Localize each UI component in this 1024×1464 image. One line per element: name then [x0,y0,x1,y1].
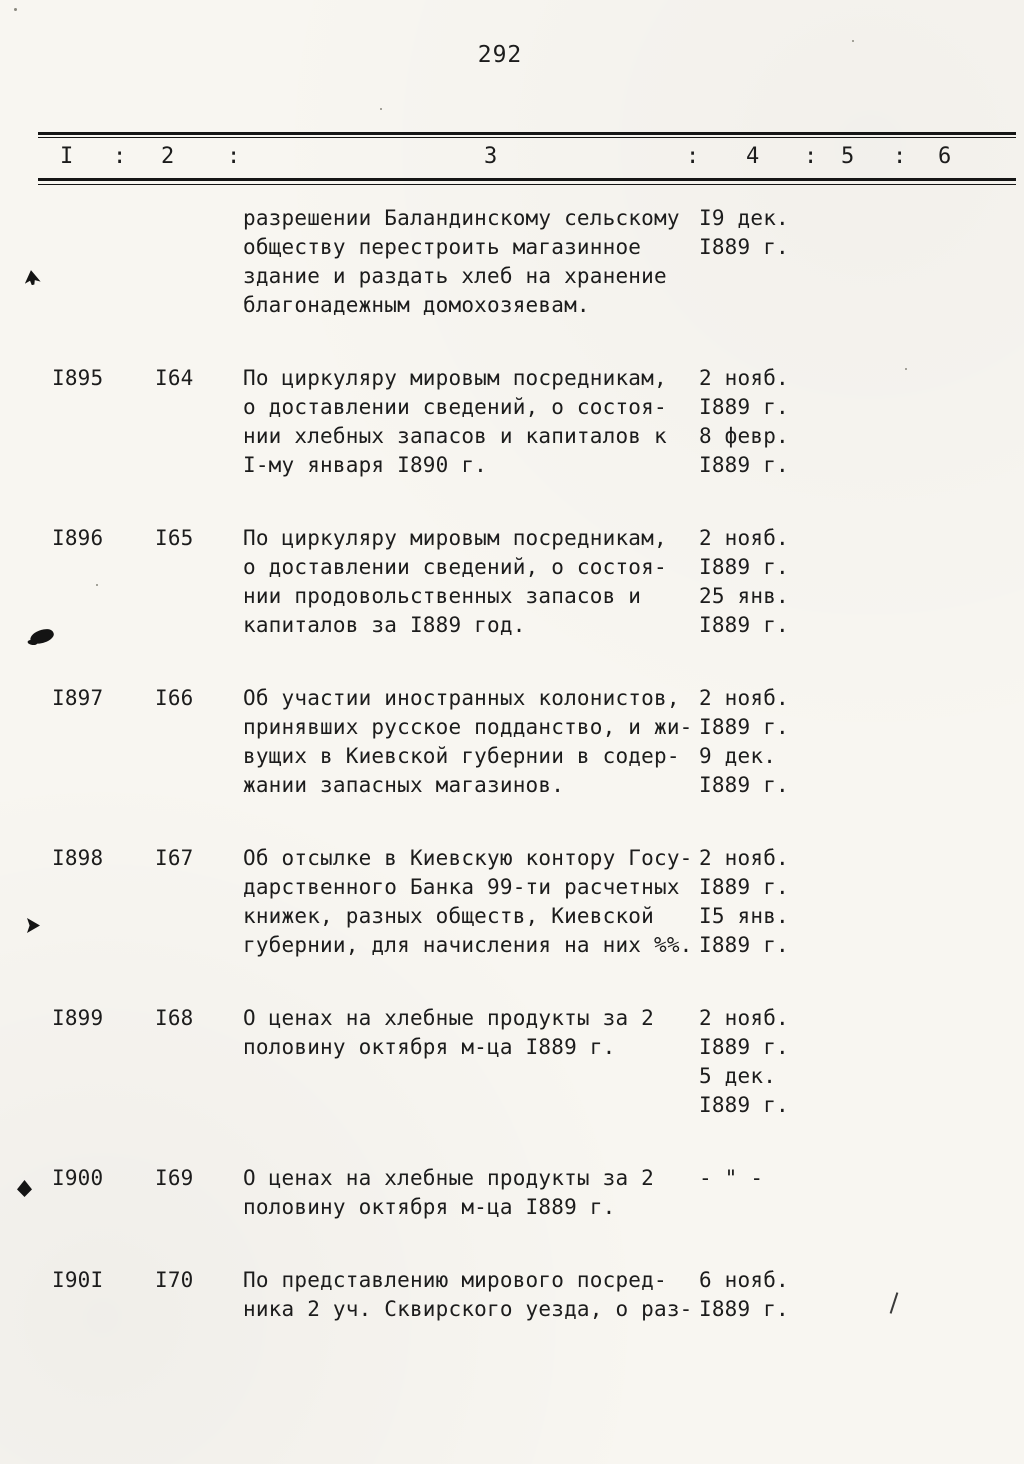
header-rule-bottom-thin [38,184,1016,185]
entry-title-cell [243,524,695,640]
entry-title-line: нии продовольственных запасов и [243,584,642,608]
entry-number-cell [52,204,155,320]
page-number: 292 [477,42,523,68]
entry-title-line: I-му января I890 г. [243,453,488,477]
entry-number-cell [52,1004,155,1120]
entry-date-line: 8 февр. [699,424,789,448]
entry-title-line: половину октября м-ца I889 г. [243,1035,616,1059]
header-rule-top-thin [38,137,1016,138]
entry-date-line: 2 нояб. [699,686,789,710]
scan-speck [905,368,907,370]
entry-number-cell [52,684,155,800]
entry-number-cell [52,844,155,960]
entry-title-line: жании запасных магазинов. [243,773,565,797]
table-row [0,1164,1024,1222]
entry-title-cell [243,204,695,320]
entry-date-line: I889 г. [699,715,789,739]
entry-date-line: I889 г. [699,235,789,259]
entry-number-cell [52,1266,155,1324]
entry-title-line: ника 2 уч. Сквирского уезда, о раз- [243,1297,693,1321]
entry-title-line: Об отсылке в Киевскую контору Госу- [243,846,693,870]
entry-title-line: О ценах на хлебные продукты за 2 [243,1166,654,1190]
entry-number-cell [52,364,155,480]
entry-title-line: губернии, для начисления на них %%. [243,933,693,957]
entry-archive-number: I90I [52,1268,104,1292]
entry-date-line: 9 дек. [699,744,777,768]
column-header-1: I [60,144,74,169]
entry-date-line: I889 г. [699,1297,789,1321]
entry-serial-number: I64 [155,366,194,390]
column-header-3: 3 [484,144,498,169]
entry-date-line: I889 г. [699,1035,789,1059]
entry-date-line: I889 г. [699,1093,789,1117]
entry-title-line: О ценах на хлебные продукты за 2 [243,1006,654,1030]
entry-archive-number: I899 [52,1006,104,1030]
column-header-5: 5 [841,144,855,169]
entry-title-line: о доставлении сведений, о состоя- [243,395,667,419]
entry-date-line: 2 нояб. [699,846,789,870]
entry-dates-cell [695,844,1024,960]
entry-dates-cell [695,1266,1024,1324]
entry-number-cell [52,524,155,640]
column-separator: : [804,144,818,169]
table-row [0,524,1024,640]
entry-date-line: - " - [699,1166,764,1190]
entry-title-line: обществу перестроить магазинное [243,235,642,259]
entry-title-line: благонадежным домохозяевам. [243,293,590,317]
entry-title-cell [243,364,695,480]
entry-number-cell [52,1164,155,1222]
entry-title-cell [243,1266,695,1324]
entry-title-cell [243,684,695,800]
entry-serial-number: I70 [155,1268,194,1292]
entry-serial-cell [155,364,243,480]
entry-title-line: Об участии иностранных колонистов, [243,686,680,710]
entry-date-line: I889 г. [699,555,789,579]
entry-title-line: дарственного Банка 99-ти расчетных [243,875,680,899]
table-row [0,364,1024,480]
entry-dates-cell [695,684,1024,800]
table-row [0,684,1024,800]
table-body [0,204,1024,1368]
entry-serial-number: I67 [155,846,194,870]
scan-speck [96,584,98,586]
entry-serial-cell [155,1164,243,1222]
entry-title-line: о доставлении сведений, о состоя- [243,555,667,579]
entry-date-line: I889 г. [699,875,789,899]
entry-title-cell [243,1164,695,1222]
entry-title-cell [243,844,695,960]
entry-date-line: I9 дек. [699,206,789,230]
entry-date-line: 2 нояб. [699,1006,789,1030]
entry-serial-cell [155,844,243,960]
entry-dates-cell [695,524,1024,640]
entry-date-line: I5 янв. [699,904,789,928]
entry-dates-cell [695,1164,1024,1222]
entry-title-line: По циркуляру мировым посредникам, [243,366,667,390]
entry-title-line: здание и раздать хлеб на хранение [243,264,667,288]
entry-title-cell [243,1004,695,1120]
column-separator: : [686,144,700,169]
entry-serial-number: I65 [155,526,194,550]
scan-speck [380,108,382,110]
table-row [0,844,1024,960]
entry-archive-number: I898 [52,846,104,870]
column-separator: : [113,144,127,169]
column-header-2: 2 [161,144,175,169]
entry-title-line: книжек, разных обществ, Киевской [243,904,654,928]
entry-date-line: I889 г. [699,453,789,477]
entry-serial-number: I68 [155,1006,194,1030]
entry-date-line: I889 г. [699,395,789,419]
entry-title-line: капиталов за I889 год. [243,613,526,637]
table-row [0,1004,1024,1120]
entry-date-line: 5 дек. [699,1064,777,1088]
entry-serial-cell [155,204,243,320]
entry-title-line: нии хлебных запасов и капиталов к [243,424,667,448]
entry-archive-number: I896 [52,526,104,550]
column-separator: : [893,144,907,169]
column-header-6: 6 [938,144,952,169]
entry-date-line: I889 г. [699,773,789,797]
scan-speck [852,40,854,42]
entry-dates-cell [695,364,1024,480]
table-row [0,1266,1024,1324]
entry-title-line: вущих в Киевской губернии в содер- [243,744,680,768]
entry-serial-cell [155,524,243,640]
entry-serial-number: I69 [155,1166,194,1190]
header-rule-top [38,132,1016,135]
entry-serial-cell [155,684,243,800]
entry-serial-number: I66 [155,686,194,710]
entry-title-line: половину октября м-ца I889 г. [243,1195,616,1219]
entry-date-line: I889 г. [699,613,789,637]
entry-title-line: разрешении Баландинскому сельскому [243,206,680,230]
entry-date-line: 2 нояб. [699,526,789,550]
entry-date-line: 25 янв. [699,584,789,608]
column-separator: : [227,144,241,169]
entry-date-line: 6 нояб. [699,1268,789,1292]
entry-date-line: I889 г. [699,933,789,957]
header-rule-bottom [38,178,1016,181]
entry-title-line: принявших русское подданство, и жи- [243,715,693,739]
entry-archive-number: I895 [52,366,104,390]
column-header-4: 4 [746,144,760,169]
scan-speck [14,8,17,11]
entry-dates-cell [695,1004,1024,1120]
entry-title-line: По циркуляру мировым посредникам, [243,526,667,550]
table-row [0,204,1024,320]
entry-title-line: По представлению мирового посред- [243,1268,667,1292]
entry-date-line: 2 нояб. [699,366,789,390]
entry-serial-cell [155,1266,243,1324]
entry-archive-number: I897 [52,686,104,710]
entry-serial-cell [155,1004,243,1120]
entry-dates-cell [695,204,1024,320]
entry-archive-number: I900 [52,1166,104,1190]
